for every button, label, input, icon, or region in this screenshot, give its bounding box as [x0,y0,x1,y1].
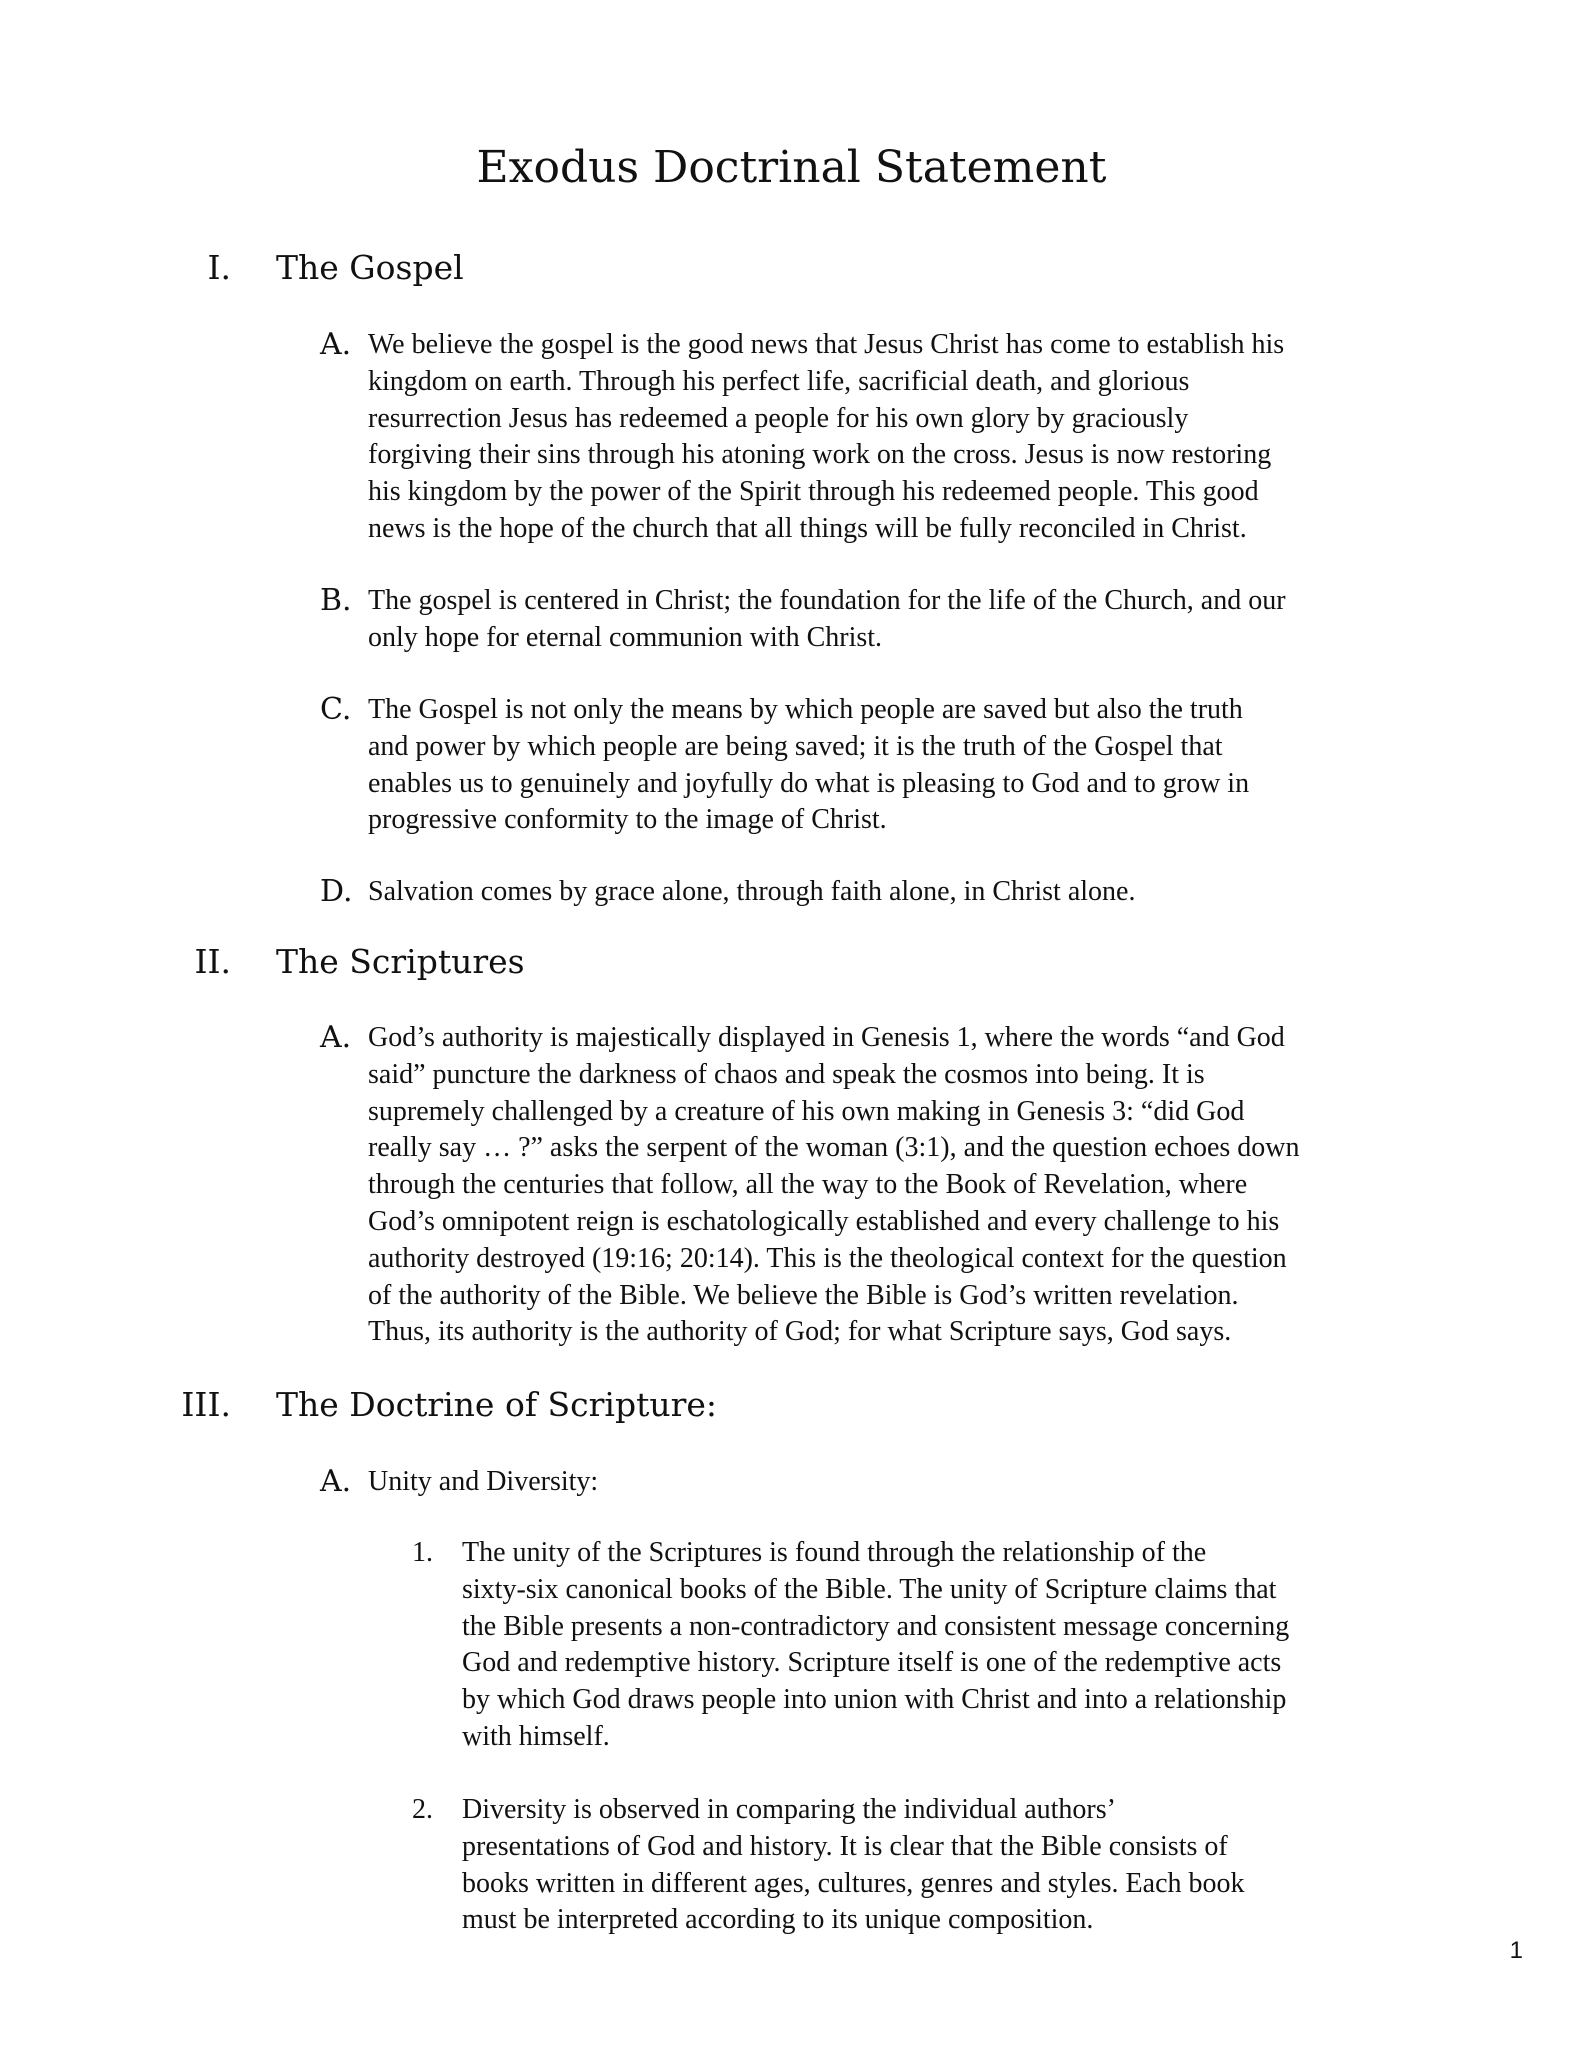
subitem-marker: 1. [412,1537,433,1568]
section-number: II. [194,942,231,981]
item-text [368,327,1498,548]
text-line: said” puncture the darkness of chaos and speak the cosmos into being. It is [368,1058,1205,1090]
text-line: kingdom on earth. Through his perfect life, sacrificial death, and glorious [368,365,1190,397]
text-line: The unity of the Scriptures is found through the relationship of the [462,1537,1207,1568]
document-title: Exodus Doctrinal Statement [476,142,1107,193]
text-line: progressive conformity to the image of Christ. [368,804,887,836]
text-line: resurrection Jesus has redeemed a people for his own glory by graciously [368,402,1189,434]
item-marker: C. [320,692,352,727]
subitem-marker: 2. [412,1794,433,1825]
subitem-text [462,1535,1492,1756]
text-line: Diversity is observed in comparing the individual authors’ [462,1794,1116,1825]
section-number: III. [181,1385,231,1424]
text-line: books written in different ages, cultures, genres and styles. Each book [462,1867,1245,1899]
text-line: news is the hope of the church that all things will be fully reconciled in Christ. [368,512,1247,544]
text-line: supremely challenged by a creature of his own making in Genesis 3: “did God [368,1095,1245,1127]
text-line: forgiving their sins through his atoning work on the cross. Jesus is now restoring [368,439,1272,471]
text-line: the Bible presents a non-contradictory and consistent message concerning [462,1610,1290,1642]
item-text [368,583,1498,657]
text-line: through the centuries that follow, all the way to the Book of Revelation, where [368,1169,1248,1201]
section-heading: The Gospel [276,248,464,287]
text-line: his kingdom by the power of the Spirit through his redeemed people. This good [368,476,1259,508]
text-line: really say … ?” asks the serpent of the woman (3:1), and the question echoes down [368,1132,1300,1164]
text-line: God and redemptive history. Scripture itself is one of the redemptive acts [462,1647,1282,1679]
item-text [368,1020,1498,1351]
text-line: enables us to genuinely and joyfully do what is pleasing to God and to grow in [368,767,1250,799]
item-marker: B. [320,583,352,618]
text-line: must be interpreted according to its unique composition. [462,1904,1094,1936]
section-number: I. [207,248,231,287]
text-line: by which God draws people into union with Christ and into a relationship [462,1684,1287,1716]
text-line: and power by which people are being saved; it is the truth of the Gospel that [368,730,1223,762]
item-marker: A. [320,1464,352,1499]
text-line: only hope for eternal communion with Christ. [368,621,883,653]
section-heading: The Scriptures [276,942,525,981]
text-line: with himself. [462,1720,610,1752]
text-line: presentations of God and history. It is clear that the Bible consists of [462,1830,1228,1862]
item-marker: D. [320,874,353,909]
text-line: The Gospel is not only the means by which people are saved but also the truth [368,694,1243,725]
item-text [368,874,1498,911]
subitem-text [462,1792,1492,1939]
text-line: Salvation comes by grace alone, through faith alone, in Christ alone. [368,876,1136,907]
item-marker: A. [320,1020,352,1055]
text-line: We believe the gospel is the good news that Jesus Christ has come to establish his [368,329,1285,360]
item-text [368,692,1498,839]
item-marker: A. [320,327,352,362]
item-text [368,1464,1498,1501]
section-heading: The Doctrine of Scripture: [276,1385,718,1424]
text-line: sixty-six canonical books of the Bible. The unity of Scripture claims that [462,1573,1277,1605]
page-number: 1 [1509,1937,1523,1964]
text-line: God’s omnipotent reign is eschatologically established and every challenge to his [368,1205,1280,1237]
text-line: God’s authority is majestically displayed in Genesis 1, where the words “and God [368,1022,1285,1053]
text-line: of the authority of the Bible. We believe the Bible is God’s written revelation. [368,1279,1239,1311]
text-line: The gospel is centered in Christ; the foundation for the life of the Church, and our [368,585,1286,616]
text-line: Unity and Diversity: [368,1466,599,1497]
text-line: authority destroyed (19:16; 20:14). This is the theological context for the question [368,1242,1287,1274]
text-line: Thus, its authority is the authority of God; for what Scripture says, God says. [368,1316,1232,1348]
